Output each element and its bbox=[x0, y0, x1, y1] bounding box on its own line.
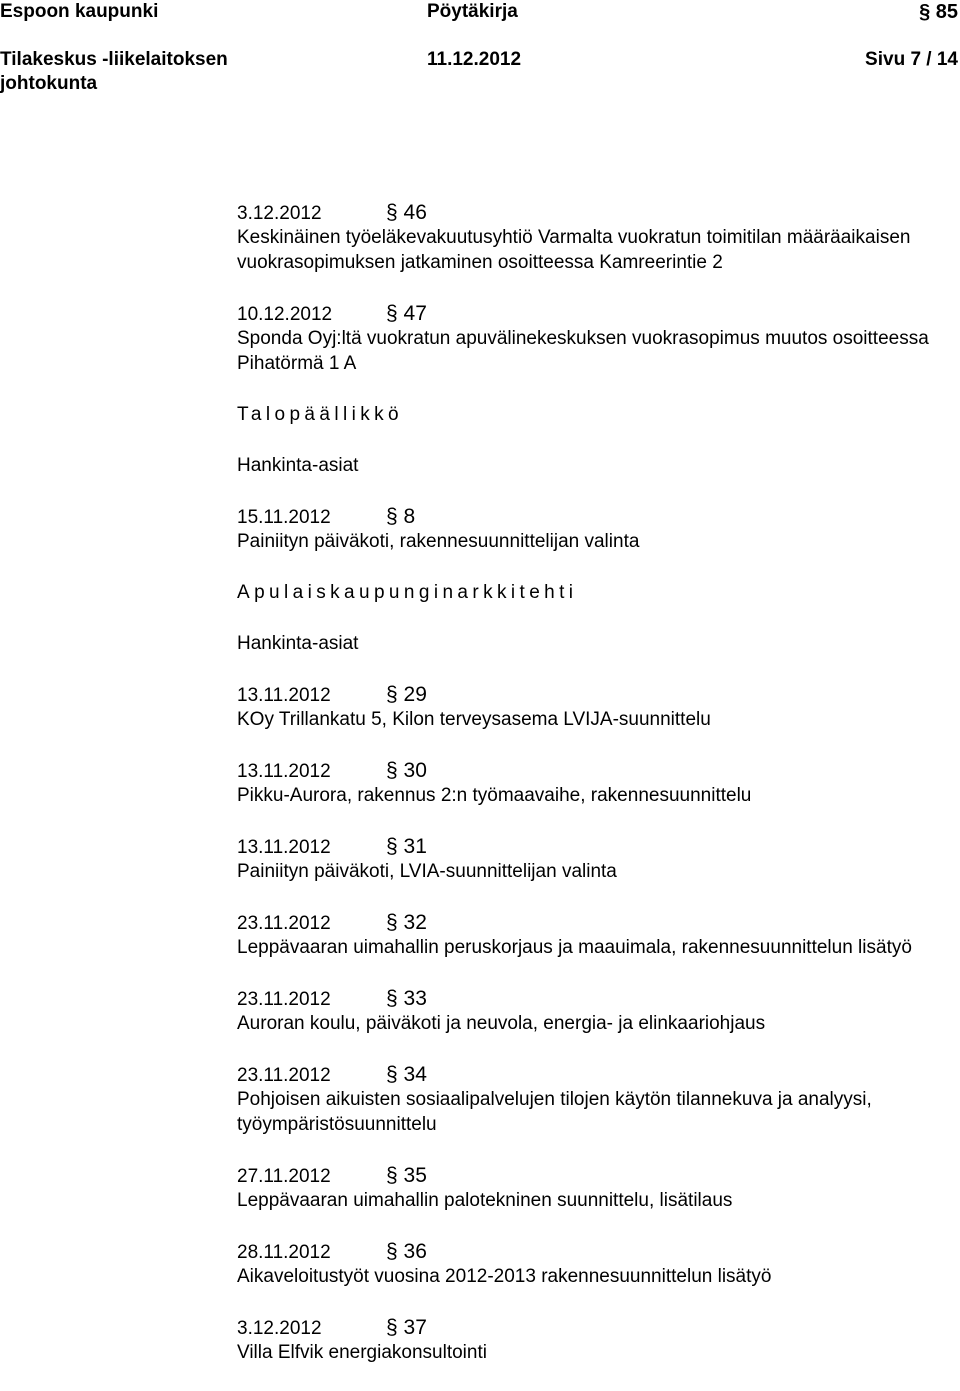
official-role-heading: Apulaiskaupunginarkkitehti bbox=[237, 582, 578, 603]
decision-paragraph: § 29 bbox=[386, 683, 427, 706]
decision-entry bbox=[237, 504, 952, 554]
decision-paragraph: § 35 bbox=[386, 1164, 427, 1187]
decision-title: Aikaveloitustyöt vuosina 2012-2013 rakennesuunnittelun lisätyö bbox=[237, 1266, 772, 1287]
decision-paragraph: § 8 bbox=[386, 505, 416, 528]
decision-title: Leppävaaran uimahallin peruskorjaus ja maauimala, rakennesuunnittelun lisätyö bbox=[237, 937, 912, 958]
decision-title: Auroran koulu, päiväkoti ja neuvola, energia- ja elinkaariohjaus bbox=[237, 1013, 766, 1034]
decision-date: 28.11.2012 bbox=[237, 1242, 331, 1263]
decision-entry bbox=[237, 910, 952, 960]
section-unassigned bbox=[237, 200, 952, 376]
decision-date: 3.12.2012 bbox=[237, 1318, 322, 1339]
decision-paragraph: § 47 bbox=[386, 302, 427, 325]
decision-entry bbox=[237, 834, 952, 884]
decision-entry bbox=[237, 1315, 952, 1365]
decision-date: 13.11.2012 bbox=[237, 685, 331, 706]
decision-paragraph: § 36 bbox=[386, 1240, 427, 1263]
section-apulaiskaupunginarkkitehti bbox=[237, 580, 952, 1365]
unit-name-line2: johtokunta bbox=[0, 73, 98, 94]
decision-paragraph: § 46 bbox=[386, 201, 427, 224]
decision-title: Keskinäinen työeläkevakuutusyhtiö Varmalta vuokratun toimitilan määräaikaisen vuokrasopimuksen jatkaminen osoitteessa Kamreerintie 2 bbox=[237, 227, 911, 273]
decision-title: Pohjoisen aikuisten sosiaalipalvelujen tilojen käytön tilannekuva ja analyysi, työympäristösuunnittelu bbox=[237, 1089, 872, 1135]
decision-entry bbox=[237, 682, 952, 732]
decision-title: Painiityn päiväkoti, LVIA-suunnittelijan valinta bbox=[237, 861, 617, 882]
decision-date: 3.12.2012 bbox=[237, 203, 322, 224]
unit-name-line1: Tilakeskus -liikelaitoksen bbox=[0, 49, 228, 70]
decision-paragraph: § 31 bbox=[386, 835, 427, 858]
document-type: Pöytäkirja bbox=[427, 1, 518, 22]
decision-title: Pikku-Aurora, rakennus 2:n työmaavaihe, rakennesuunnittelu bbox=[237, 785, 752, 806]
decision-title: Painiityn päiväkoti, rakennesuunnittelijan valinta bbox=[237, 531, 640, 552]
decision-entry bbox=[237, 758, 952, 808]
section-talopaallikko bbox=[237, 402, 952, 554]
decision-list bbox=[237, 200, 952, 1391]
decision-entry bbox=[237, 1163, 952, 1213]
decision-paragraph: § 37 bbox=[386, 1316, 427, 1339]
decision-title: KOy Trillankatu 5, Kilon terveysasema LVIJA-suunnittelu bbox=[237, 709, 711, 730]
decision-paragraph: § 34 bbox=[386, 1063, 427, 1086]
decision-entry bbox=[237, 200, 952, 275]
official-role-heading: Talopäällikkö bbox=[237, 404, 403, 425]
decision-entry bbox=[237, 1062, 952, 1137]
decision-date: 10.12.2012 bbox=[237, 304, 333, 325]
decision-title: Sponda Oyj:ltä vuokratun apuvälinekeskuksen vuokrasopimus muutos osoitteessa Pihatörmä 1 A bbox=[237, 328, 929, 374]
decision-date: 23.11.2012 bbox=[237, 989, 331, 1010]
page-number: Sivu 7 / 14 bbox=[865, 49, 958, 70]
decision-paragraph: § 33 bbox=[386, 987, 427, 1010]
category-heading: Hankinta-asiat bbox=[237, 633, 359, 654]
meeting-date: 11.12.2012 bbox=[427, 49, 522, 70]
decision-paragraph: § 30 bbox=[386, 759, 427, 782]
decision-title: Villa Elfvik energiakonsultointi bbox=[237, 1342, 487, 1363]
decision-date: 23.11.2012 bbox=[237, 913, 331, 934]
category-heading: Hankinta-asiat bbox=[237, 455, 359, 476]
decision-title: Leppävaaran uimahallin palotekninen suunnittelu, lisätilaus bbox=[237, 1190, 733, 1211]
organization-name: Espoon kaupunki bbox=[0, 1, 159, 22]
decision-entry bbox=[237, 1239, 952, 1289]
decision-paragraph: § 32 bbox=[386, 911, 427, 934]
paragraph-number: § 85 bbox=[919, 1, 958, 23]
decision-date: 13.11.2012 bbox=[237, 837, 331, 858]
decision-date: 13.11.2012 bbox=[237, 761, 331, 782]
decision-date: 27.11.2012 bbox=[237, 1166, 331, 1187]
decision-entry bbox=[237, 301, 952, 376]
decision-date: 23.11.2012 bbox=[237, 1065, 331, 1086]
decision-date: 15.11.2012 bbox=[237, 507, 331, 528]
decision-entry bbox=[237, 986, 952, 1036]
